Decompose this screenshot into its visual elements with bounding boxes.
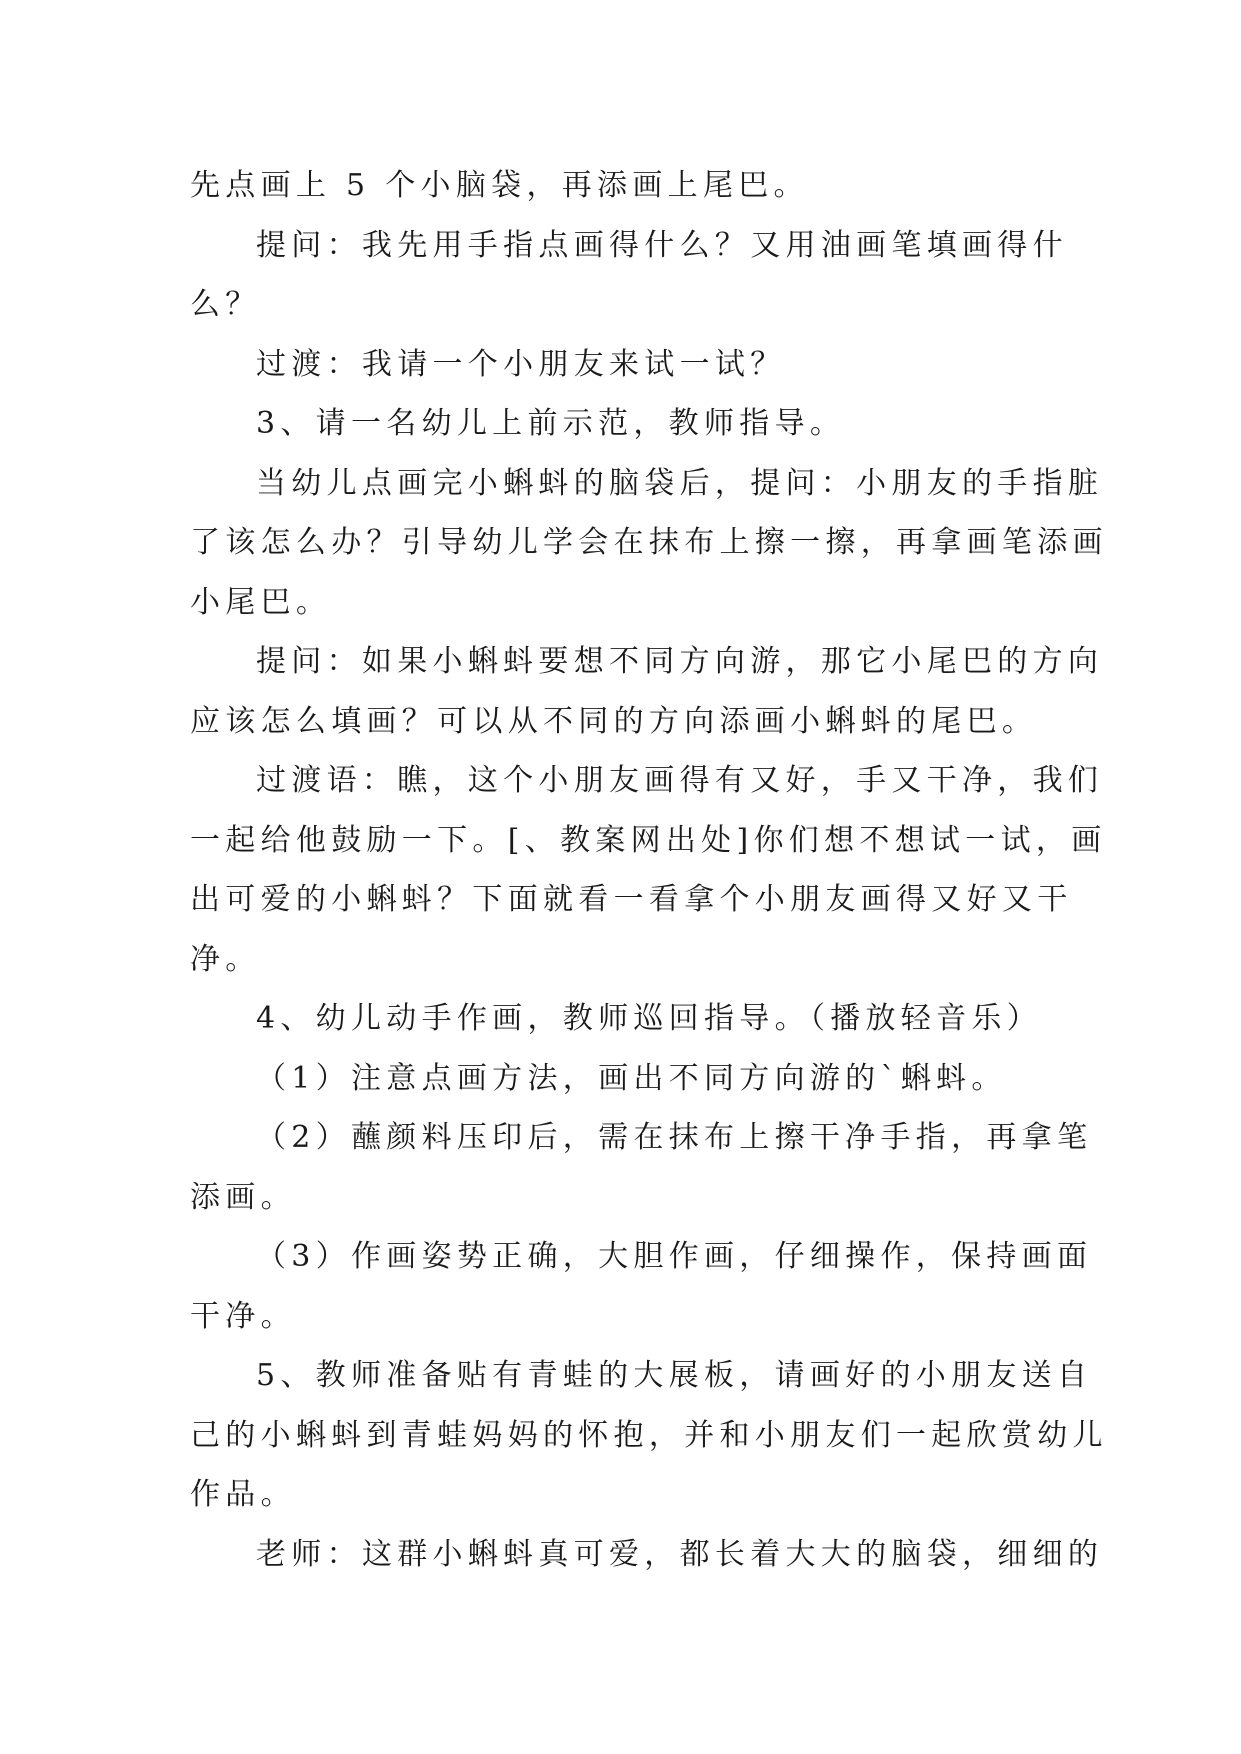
text-line: 4、幼儿动手作画，教师巡回指导。（播放轻音乐） <box>256 1001 1042 1036</box>
text-line: 应该怎么填画？可以从不同的方向添画小蝌蚪的尾巴。 <box>190 704 1038 739</box>
text-line: 干净。 <box>190 1299 296 1334</box>
text-line: 么？ <box>190 287 261 322</box>
text-line: 先点画上 5 个小脑袋，再添画上尾巴。 <box>190 168 809 203</box>
text-line: 作品。 <box>190 1477 296 1512</box>
text-line: 出可爱的小蝌蚪？下面就看一看拿个小朋友画得又好又干 <box>190 882 1073 917</box>
text-line: （1）注意点画方法，画出不同方向游的`蝌蚪。 <box>256 1061 1007 1096</box>
text-line: 5、教师准备贴有青蛙的大展板，请画好的小朋友送自 <box>256 1358 1093 1393</box>
text-line: 净。 <box>190 942 261 977</box>
text-line: 当幼儿点画完小蝌蚪的脑袋后，提问：小朋友的手指脏 <box>256 466 1104 501</box>
text-line: 老师：这群小蝌蚪真可爱，都长着大大的脑袋，细细的 <box>256 1537 1104 1572</box>
text-line: （3）作画姿势正确，大胆作画，仔细操作，保持画面 <box>256 1239 1093 1274</box>
text-line: 3、请一名幼儿上前示范，教师指导。 <box>256 406 846 441</box>
text-line: 了该怎么办？引导幼儿学会在抹布上擦一擦，再拿画笔添画 <box>190 525 1108 560</box>
text-line: （2）蘸颜料压印后，需在抹布上擦干净手指，再拿笔 <box>256 1120 1093 1155</box>
text-line: 提问：如果小蝌蚪要想不同方向游，那它小尾巴的方向 <box>256 644 1104 679</box>
text-line: 过渡语：瞧，这个小朋友画得有又好，手又干净，我们 <box>256 763 1104 798</box>
text-line: 一起给他鼓励一下。[、教案网出处]你们想不想试一试，画 <box>190 823 1107 858</box>
text-line: 添画。 <box>190 1180 296 1215</box>
text-line: 提问：我先用手指点画得什么？又用油画笔填画得什 <box>256 228 1068 263</box>
text-line: 过渡：我请一个小朋友来试一试？ <box>256 347 786 382</box>
text-line: 小尾巴。 <box>190 585 332 620</box>
text-line: 己的小蝌蚪到青蛙妈妈的怀抱，并和小朋友们一起欣赏幼儿 <box>190 1418 1108 1453</box>
